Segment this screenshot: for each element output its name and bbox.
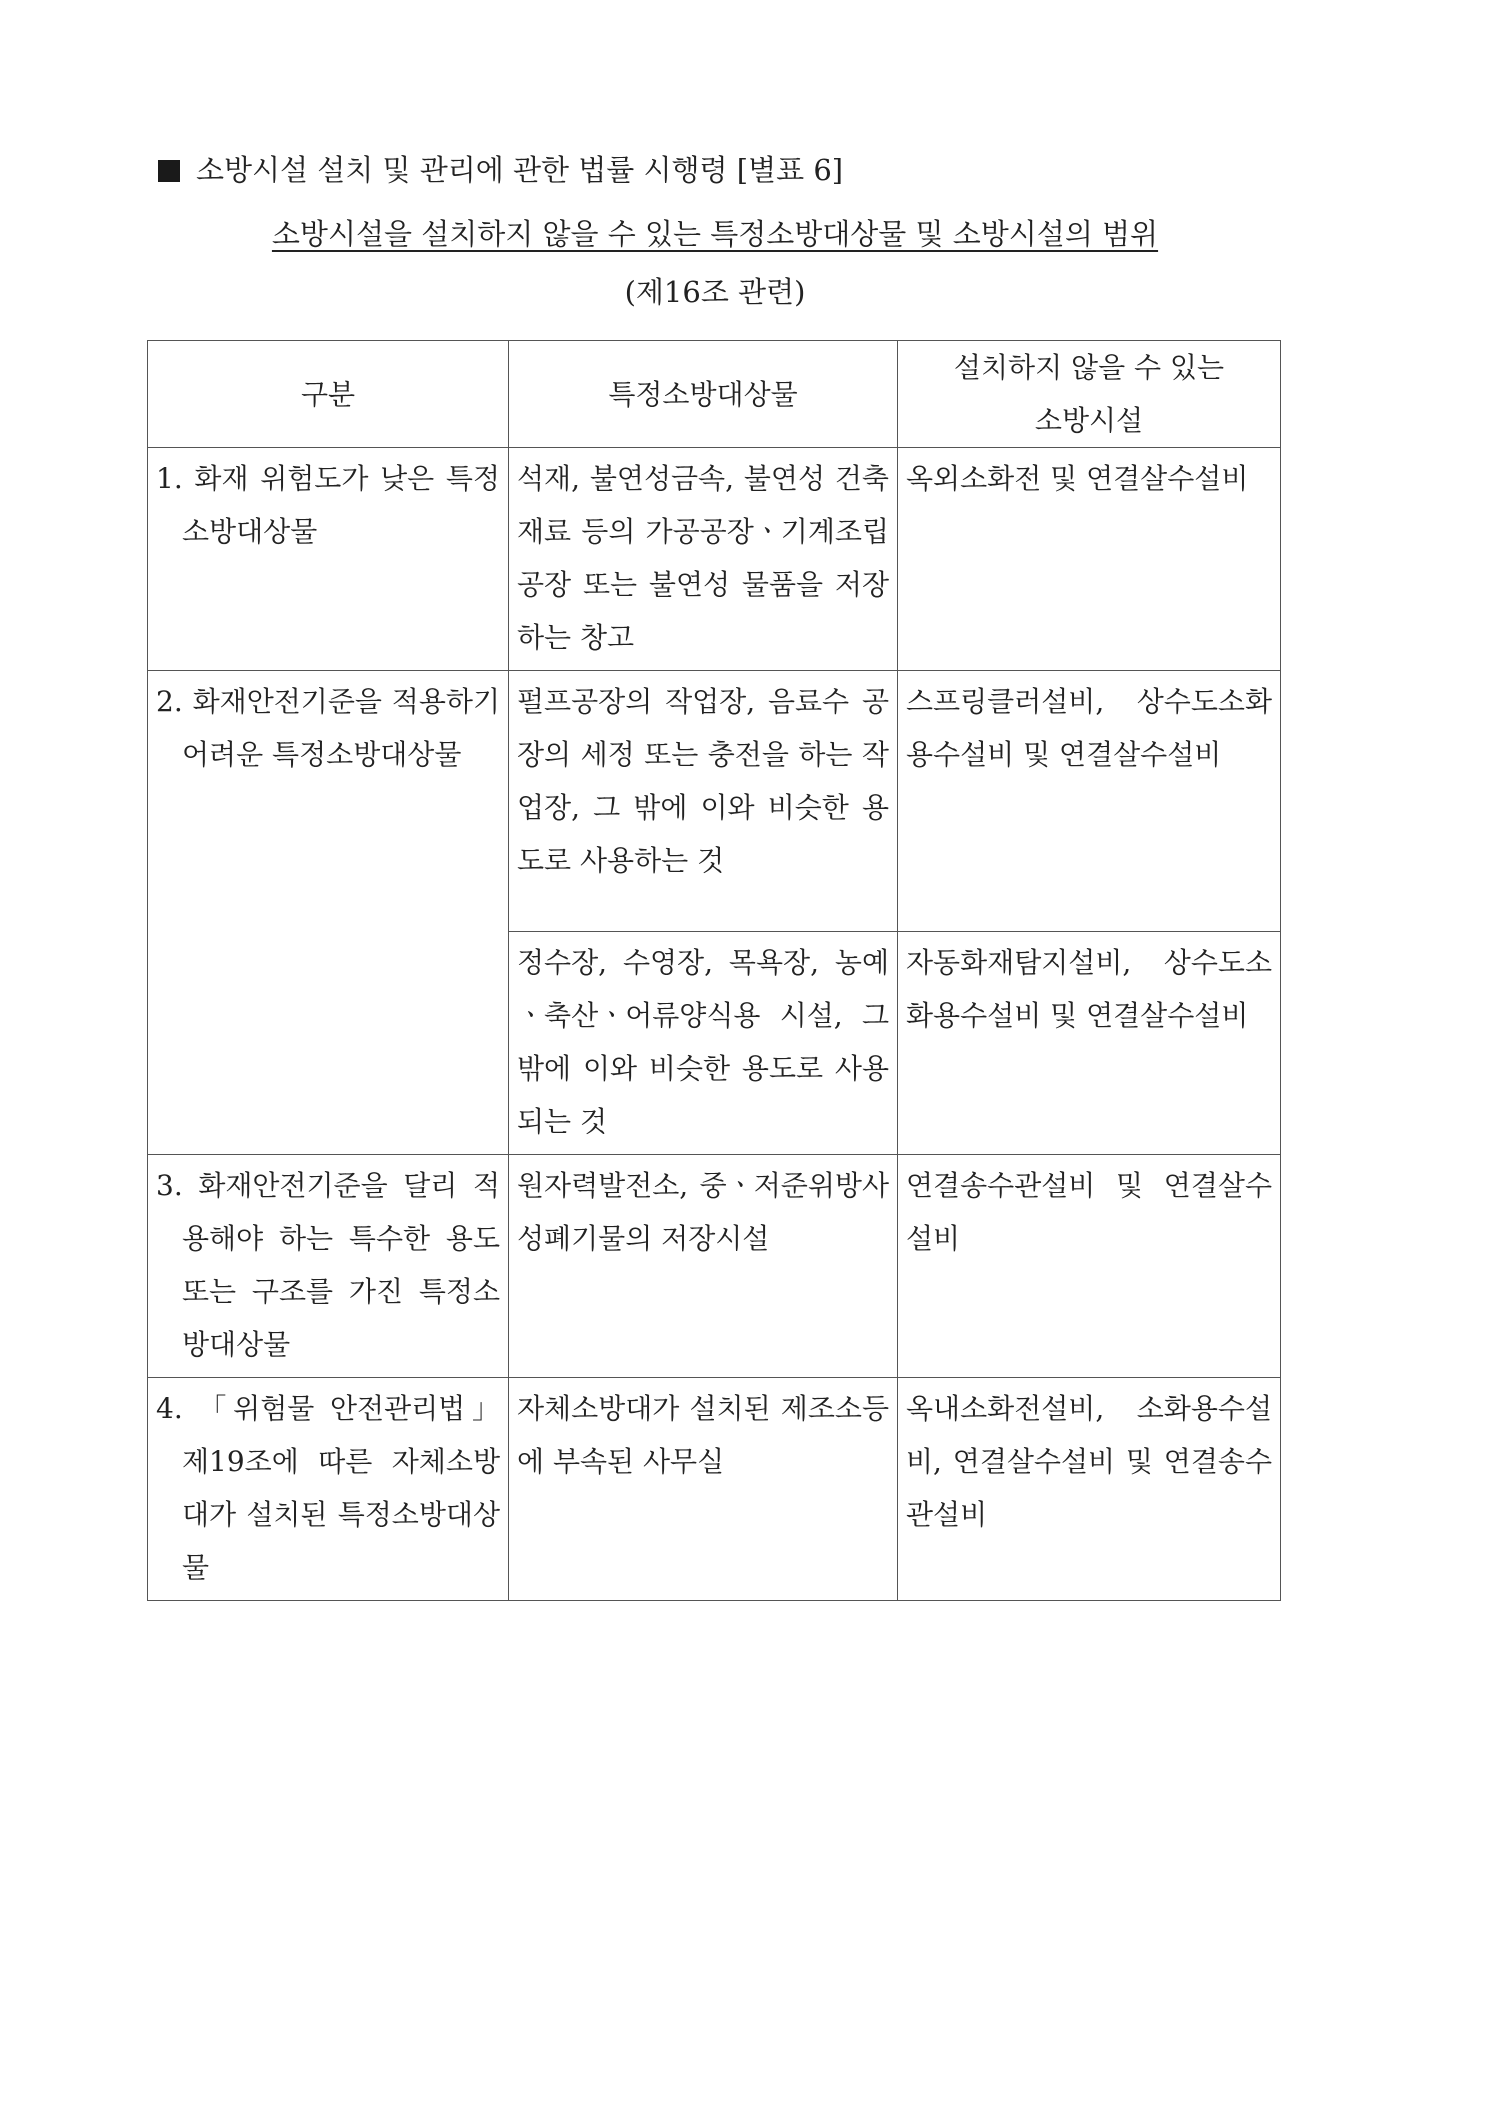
row-facilities: 자동화재탐지설비, 상수도소화용수설비 및 연결살수설비 <box>898 932 1281 1155</box>
row-objects: 자체소방대가 설치된 제조소등에 부속된 사무실 <box>509 1378 898 1601</box>
column-header-facilities: 설치하지 않을 수 있는 소방시설 <box>898 341 1281 448</box>
row-objects: 석재, 불연성금속, 불연성 건축재료 등의 가공공장ㆍ기계조립공장 또는 불연성 물품을 저장하는 창고 <box>509 448 898 671</box>
regulation-table <box>147 340 1281 1601</box>
column-header-category: 구분 <box>148 341 509 448</box>
row-category: 4. 「위험물 안전관리법」 제19조에 따른 자체소방대가 설치된 특정소방대상물 <box>148 1378 509 1601</box>
row-facilities: 연결송수관설비 및 연결살수설비 <box>898 1155 1281 1378</box>
document-subtitle: (제16조 관련) <box>624 275 806 309</box>
table-header-row <box>148 341 1281 448</box>
heading-text: 소방시설 설치 및 관리에 관한 법률 시행령 [별표 6] <box>196 153 844 187</box>
document-title <box>150 214 1280 254</box>
row-facilities: 스프링클러설비, 상수도소화용수설비 및 연결살수설비 <box>898 671 1281 932</box>
table-row <box>148 448 1281 671</box>
row-facilities: 옥외소화전 및 연결살수설비 <box>898 448 1281 671</box>
row-category: 1. 화재 위험도가 낮은 특정소방대상물 <box>148 448 509 671</box>
row-objects: 펄프공장의 작업장, 음료수 공장의 세정 또는 충전을 하는 작업장, 그 밖에 이와 비슷한 용도로 사용하는 것 <box>509 671 898 932</box>
document-heading <box>158 150 843 190</box>
table-row <box>148 1155 1281 1378</box>
table-row <box>148 1378 1281 1601</box>
table-row <box>148 671 1281 932</box>
column-header-objects: 특정소방대상물 <box>509 341 898 448</box>
title-text: 소방시설을 설치하지 않을 수 있는 특정소방대상물 및 소방시설의 범위 <box>271 217 1159 251</box>
row-facilities: 옥내소화전설비, 소화용수설비, 연결살수설비 및 연결송수관설비 <box>898 1378 1281 1601</box>
row-objects: 정수장, 수영장, 목욕장, 농예ㆍ축산ㆍ어류양식용 시설, 그 밖에 이와 비슷한 용도로 사용되는 것 <box>509 932 898 1155</box>
row-category: 2. 화재안전기준을 적용하기 어려운 특정소방대상물 <box>148 671 509 1155</box>
row-objects: 원자력발전소, 중ㆍ저준위방사성폐기물의 저장시설 <box>509 1155 898 1378</box>
row-category: 3. 화재안전기준을 달리 적용해야 하는 특수한 용도 또는 구조를 가진 특정소방대상물 <box>148 1155 509 1378</box>
square-bullet-icon <box>158 160 180 182</box>
